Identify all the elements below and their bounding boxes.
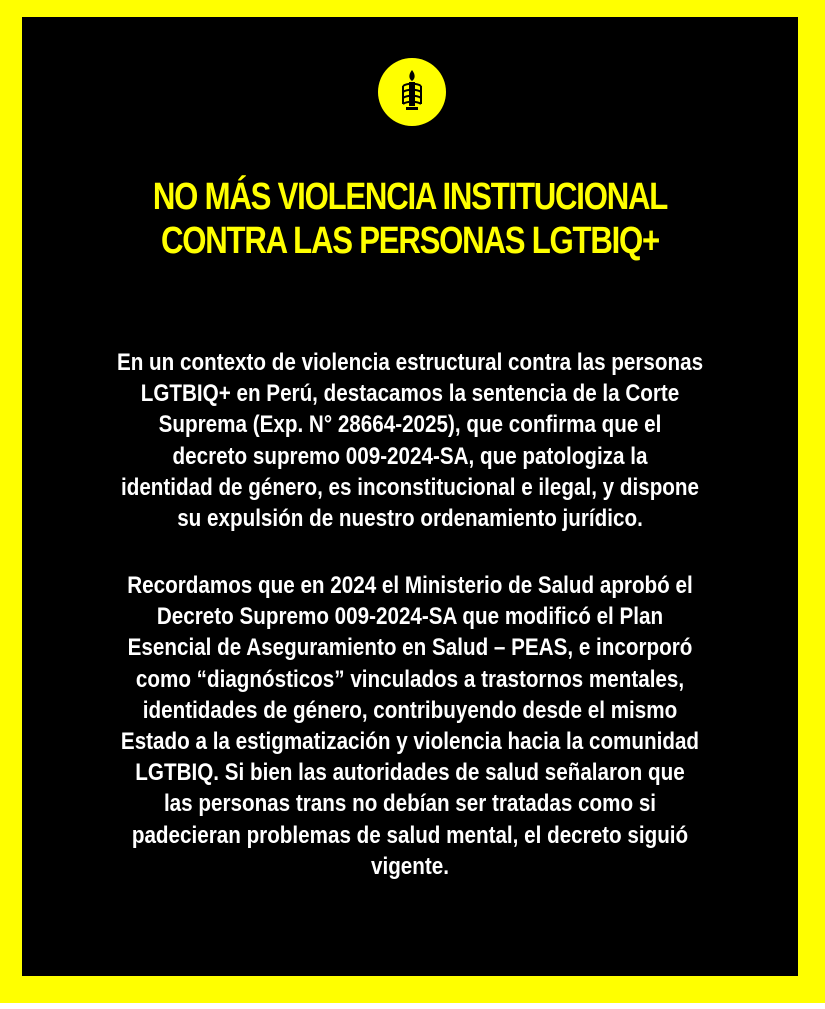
paragraph-line: Suprema (Exp. N° 28664-2025), que confirma que el	[158, 411, 662, 439]
paragraph-line: LGTBIQ. Si bien las autoridades de salud señalaron que	[135, 759, 685, 787]
paragraph-line: identidad de género, es inconstitucional e ilegal, y dispone	[120, 473, 700, 501]
paragraph-line: Recordamos que en 2024 el Ministerio de Salud aprobó el	[127, 572, 693, 599]
paragraph-2	[40, 570, 780, 882]
paragraph-1	[40, 347, 780, 534]
headline-line-1: NO MÁS VIOLENCIA INSTITUCIONAL	[152, 176, 668, 218]
headline-line-2: CONTRA LAS PERSONAS LGTBIQ+	[161, 220, 659, 262]
bottom-edge-strip	[0, 1003, 825, 1009]
amnesty-candle-icon	[395, 68, 429, 116]
paragraph-line: LGTBIQ+ en Perú, destacamos la sentencia de la Corte	[140, 380, 680, 408]
paragraph-line: vigente.	[370, 852, 449, 880]
paragraph-line: como “diagnósticos” vinculados a trastornos mentales,	[135, 665, 685, 693]
paragraph-line: Estado a la estigmatización y violencia hacia la comunidad	[120, 728, 700, 756]
paragraph-line: padecieran problemas de salud mental, el decreto siguió	[131, 821, 689, 849]
paragraph-line: las personas trans no debían ser tratadas como si	[163, 790, 657, 818]
paragraph-line: Decreto Supremo 009-2024-SA que modificó el Plan	[156, 603, 664, 631]
paragraph-line: En un contexto de violencia estructural contra las personas	[116, 349, 704, 376]
headline	[92, 175, 728, 263]
paragraph-line: decreto supremo 009-2024-SA, que patologiza la	[172, 442, 648, 470]
paragraph-line: su expulsión de nuestro ordenamiento jurídico.	[177, 505, 643, 533]
amnesty-logo	[378, 58, 446, 126]
paragraph-line: identidades de género, contribuyendo desde el mismo	[142, 696, 678, 724]
paragraph-line: Esencial de Aseguramiento en Salud – PEAS, e incorporó	[127, 634, 693, 662]
